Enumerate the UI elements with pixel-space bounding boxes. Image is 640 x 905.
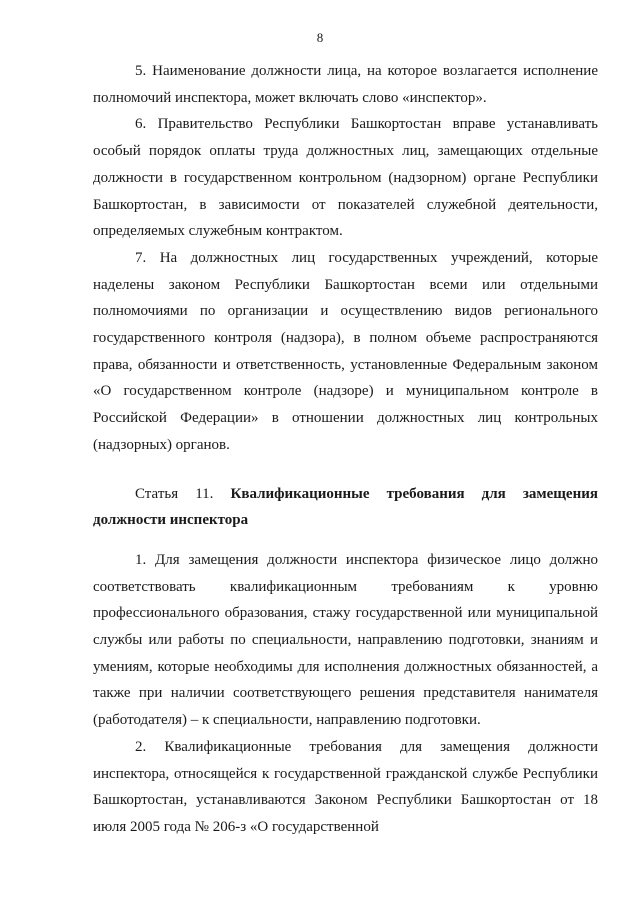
page-number: 8 bbox=[316, 30, 324, 45]
paragraph-1: 1. Для замещения должности инспектора физическое лицо должно соответствовать квалификационным требованиям к уровню профессионального образования, стажу государственной или муниципальной службы или работы по специальности, направлению подготовки, знаниям и умениям, которые необходимы для исполнения должностных обязанностей, а также при наличии соответствующего решения представителя нанимателя (работодателя) – к специальности, направлению подготовки. bbox=[93, 551, 598, 729]
article-title: Квалификационные требования для замещения должности инспектора bbox=[93, 485, 598, 529]
article-label: Статья 11. bbox=[135, 485, 214, 502]
paragraph-5: 5. Наименование должности лица, на которое возлагается исполнение полномочий инспектора, может включать слово «инспектор». bbox=[93, 63, 598, 106]
paragraph-6: 6. Правительство Республики Башкортостан вправе устанавливать особый порядок оплаты труда должностных лиц, замещающих отдельные должности в государственном контрольном (надзорном) органе Республики Башкортостан, в зависимости от показателей служебной деятельности, определяемых служебным контрактом. bbox=[93, 116, 598, 240]
document-body bbox=[93, 58, 598, 841]
paragraph-2: 2. Квалификационные требования для замещения должности инспектора, относящейся к государственной гражданской службе Республики Башкортостан, устанавливаются Законом Республики Башкортостан от 18 июля 2005 года № 206-з «О государственной bbox=[93, 738, 598, 835]
paragraph-7: 7. На должностных лиц государственных учреждений, которые наделены законом Республики Башкортостан всеми или отдельными полномочиями по организации и осуществлению видов регионального государственного контроля (надзора), в полном объеме распространяются права, обязанности и ответственность, установленные Федеральным законом «О государственном контроле (надзоре) и муниципальном контроле в Российской Федерации» в отношении должностных лиц контрольных (надзорных) органов. bbox=[93, 249, 598, 453]
article-heading bbox=[93, 481, 598, 534]
